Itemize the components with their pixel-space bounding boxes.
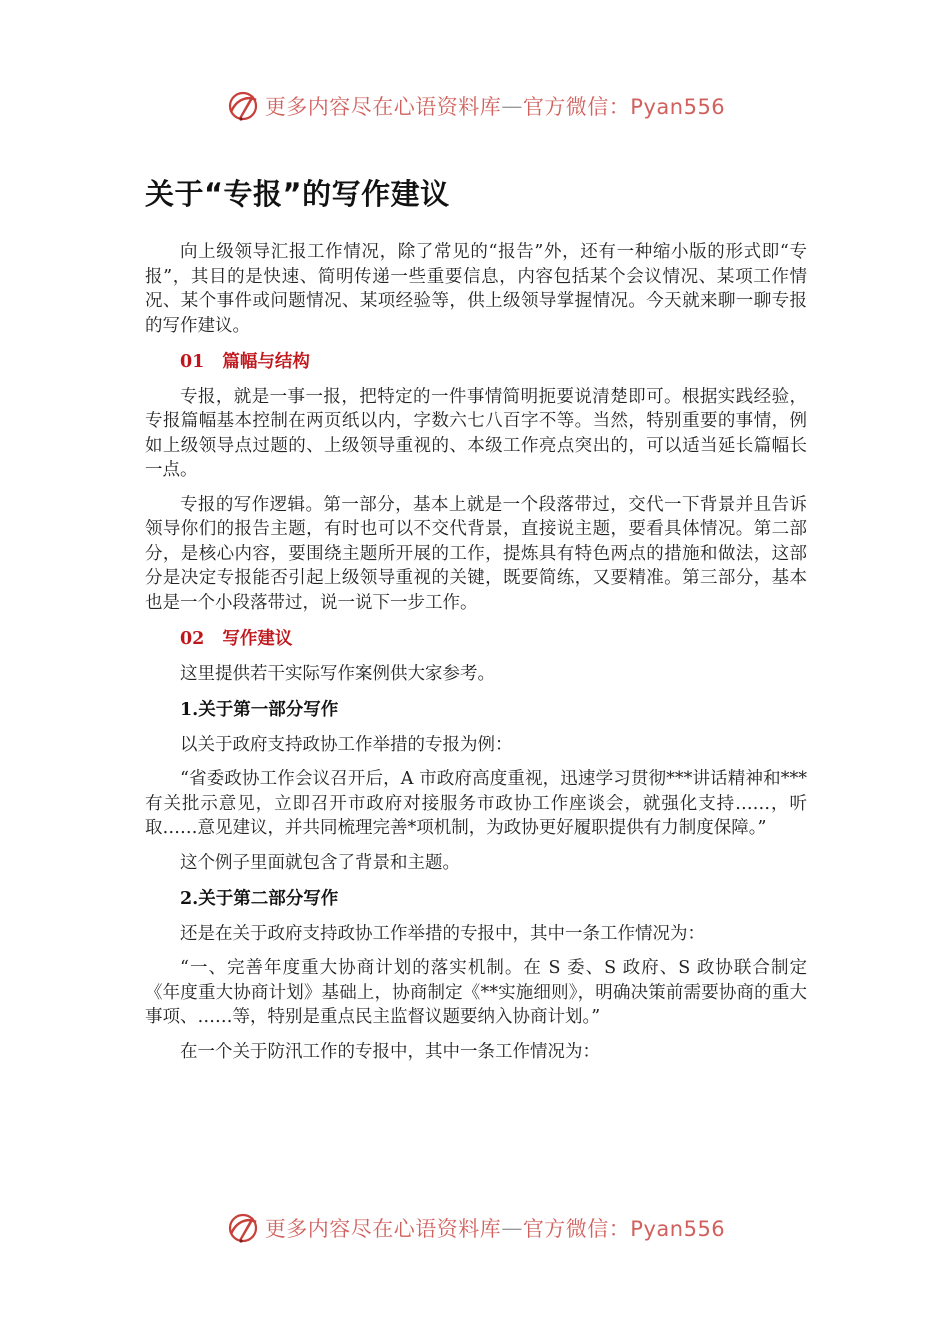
banner-separator: — xyxy=(501,94,523,118)
footer-watermark-banner xyxy=(0,1206,950,1250)
document-body xyxy=(145,172,807,1074)
section-number: 01 xyxy=(180,352,205,372)
banner-wechat: 官方微信：Pyan556 xyxy=(522,95,726,119)
pen-swirl-logo-icon xyxy=(225,88,261,124)
quote-paragraph: “省委政协工作会议召开后，A 市政府高度重视，迅速学习贯彻***讲话精神和***有关批示意见，立即召开市政府对接服务市政协工作座谈会，就强化支持……，听取……意见建议，并共同梳理完善*项机制，为政协更好履职提供有力制度保障。” xyxy=(145,769,807,838)
section-title: 篇幅与结构 xyxy=(222,352,310,372)
paragraph: 这里提供若干实际写作案例供大家参考。 xyxy=(180,663,495,684)
section-heading-2 xyxy=(145,627,807,652)
banner-wechat: 官方微信：Pyan556 xyxy=(522,1217,726,1241)
paragraph: 以关于政府支持政协工作举措的专报为例： xyxy=(180,734,513,755)
section-title: 写作建议 xyxy=(222,629,293,649)
paragraph: 这个例子里面就包含了背景和主题。 xyxy=(180,852,460,873)
quote-paragraph: “一、完善年度重大协商计划的落实机制。在 S 委、S 政府、S 政协联合制定《年度重大协商计划》基础上，协商制定《**实施细则》，明确决策前需要协商的重大事项、……等，特别是重点民主监督议题要纳入协商计划。” xyxy=(145,958,807,1027)
section-number: 02 xyxy=(180,629,205,649)
document-title: 关于“专报”的写作建议 xyxy=(145,177,450,211)
paragraph: 还是在关于政府支持政协工作举措的专报中，其中一条工作情况为： xyxy=(180,923,705,944)
section-heading-1 xyxy=(145,350,807,375)
paragraph: 在一个关于防汛工作的专报中，其中一条工作情况为： xyxy=(180,1041,600,1062)
banner-separator: — xyxy=(501,1216,523,1240)
header-watermark-banner xyxy=(0,84,950,128)
banner-text: 更多内容尽在心语资料库 xyxy=(264,1217,502,1241)
paragraph: 专报的写作逻辑。第一部分，基本上就是一个段落带过，交代一下背景并且告诉领导你们的报告主题，有时也可以不交代背景，直接说主题，要看具体情况。第二部分，是核心内容，要围绕主题所开展的工作，提炼具有特色两点的措施和做法，这部分是决定专报能否引起上级领导重视的关键，既要简练，又要精准。第三部分，基本也是一个小段落带过，说一说下一步工作。 xyxy=(145,494,807,613)
paragraph: 专报，就是一事一报，把特定的一件事情简明扼要说清楚即可。根据实践经验，专报篇幅基本控制在两页纸以内，字数六七八百字不等。当然，特别重要的事情，例如上级领导点过题的、上级领导重视的、本级工作亮点突出的，可以适当延长篇幅长一点。 xyxy=(145,386,807,480)
subsection-heading-1: 1.关于第一部分写作 xyxy=(180,700,339,720)
subsection-heading-2: 2.关于第二部分写作 xyxy=(180,889,339,909)
pen-swirl-logo-icon xyxy=(225,1210,261,1246)
banner-text: 更多内容尽在心语资料库 xyxy=(264,95,502,119)
intro-paragraph: 向上级领导汇报工作情况，除了常见的“报告”外，还有一种缩小版的形式即“专报”，其目的是快速、简明传递一些重要信息，内容包括某个会议情况、某项工作情况、某个事件或问题情况、某项经验等，供上级领导掌握情况。今天就来聊一聊专报的写作建议。 xyxy=(145,242,807,336)
